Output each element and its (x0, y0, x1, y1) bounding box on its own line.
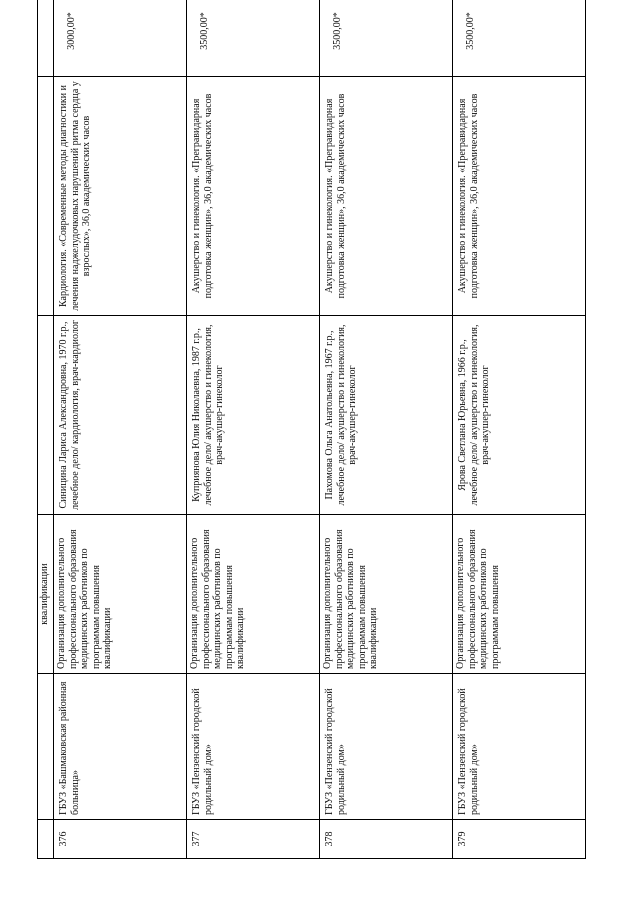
course-cell: Акушерство и гинекология. «Прегравидарная подготовка женщин», 36,0 академических часов (320, 77, 453, 316)
specialist-cell: Синицина Лариса Александровна, 1970 г.р., лечебное дело/ кардиология, врач-кардиолог (54, 316, 187, 515)
row-number: 378 (320, 820, 453, 859)
row-number: 379 (453, 820, 586, 859)
price-cell: 3500,00* (187, 0, 320, 77)
cell-empty (38, 0, 54, 77)
specialist-cell: Куприянова Юлия Николаевна, 1987 г.р., лечебное дело/ акушерство и гинекология, врач-акушер-гинеколог (187, 316, 320, 515)
table-row (54, 0, 187, 859)
price-cell: 3500,00* (453, 0, 586, 77)
cell-empty (38, 77, 54, 316)
continuation-row (38, 0, 54, 859)
training-table (37, 0, 586, 859)
organization-cell: ГБУЗ «Пензенский городской родильный дом» (187, 674, 320, 820)
cell-empty (38, 674, 54, 820)
row-number: 377 (187, 820, 320, 859)
course-cell: Акушерство и гинекология. «Прегравидарная подготовка женщин», 36,0 академических часов (453, 77, 586, 316)
row-number: 376 (54, 820, 187, 859)
course-cell: Акушерство и гинекология. «Прегравидарная подготовка женщин», 36,0 академических часов (187, 77, 320, 316)
specialist-cell: Ярова Светлана Юрьевна, 1966 г.р., лечебное дело/ акушерство и гинекология, врач-акушер-гинеколог (453, 316, 586, 515)
table-row (187, 0, 320, 859)
program-cell: Организация дополнительного профессионального образования медицинских работников по программам повышения квалификации (54, 515, 187, 674)
table-row (320, 0, 453, 859)
price-cell: 3500,00* (320, 0, 453, 77)
program-cell: Организация дополнительного профессионального образования медицинских работников по программам повышения квалификации (187, 515, 320, 674)
program-cell: Организация дополнительного профессионального образования медицинских работников по программам повышения квалификации (320, 515, 453, 674)
table-row (453, 0, 586, 859)
program-cell: Организация дополнительного профессионального образования медицинских работников по программам повышения (453, 515, 586, 674)
document-page (37, 12, 580, 859)
organization-cell: ГБУЗ «Башмаковская районная больница» (54, 674, 187, 820)
cell-empty (38, 820, 54, 859)
organization-cell: ГБУЗ «Пензенский городской родильный дом» (453, 674, 586, 820)
price-cell: 3000,00* (54, 0, 187, 77)
specialist-cell: Пахомова Ольга Анатольевна, 1967 г.р., лечебное дело/ акушерство и гинекология, врач-акушер-гинеколог (320, 316, 453, 515)
course-cell: Кардиология. «Современные методы диагностики и лечения наджелудочковых нарушений ритма сердца у взрослых», 36,0 академических часов (54, 77, 187, 316)
organization-cell: ГБУЗ «Пензенский городской родильный дом» (320, 674, 453, 820)
cell-continued-text: квалификации (38, 515, 54, 674)
cell-empty (38, 316, 54, 515)
